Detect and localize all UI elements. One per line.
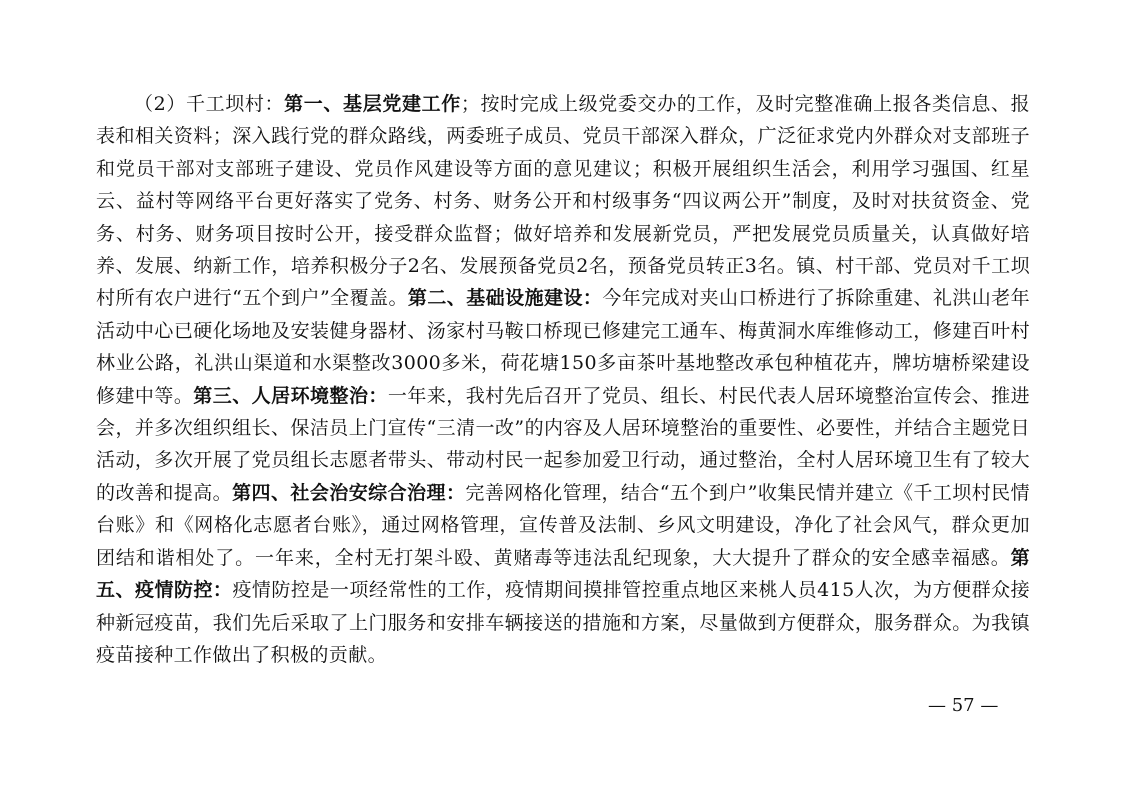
section-text-party-building: ；按时完成上级党委交办的工作，及时完整准确上报各类信息、报表和相关资料；深入践行党的群众路线，两委班子成员、党员干部深入群众，广泛征求党内外群众对支部班子和党员干部对支部班子建设、党员作风建设等方面的意见建议；积极开展组织生活会，利用学习强国、红星云、益村等网络平台更好落实了党务、村务、财务公开和村级事务“四议两公开”制度，及时对扶贫资金、党务、村务、财务项目按时公开，接受群众监督；做好培养和发展新党员，严把发展党员质量关，认真做好培养、发展、纳新工作，培养积极分子2名、发展预备党员2名，预备党员转正3名。镇、村干部、党员对千工坝村所有农户进行“五个到户”全覆盖。 [96, 93, 1030, 310]
section-heading-environment: 第三、人居环境整治： [193, 384, 388, 407]
section-heading-public-security: 第四、社会治安综合治理： [232, 481, 466, 504]
body-paragraph [96, 88, 1030, 671]
section-heading-epidemic-control: 第五、疫情防控： [96, 546, 1030, 602]
intro-label: （2）千工坝村： [134, 93, 285, 115]
page-number: — 57 — [928, 695, 999, 716]
section-text-public-security: 完善网格化管理，结合“五个到户”收集民情并建立《千工坝村民情台账》和《网格化志愿者台账》，通过网格管理，宣传普及法制、乡风文明建设，净化了社会风气，群众更加团结和谐相处了。一年来，全村无打架斗殴、黄赌毒等违法乱纪现象，大大提升了群众的安全感幸福感。 [96, 481, 1030, 569]
section-heading-party-building: 第一、基层党建工作 [284, 93, 461, 115]
section-text-environment: 一年来，我村先后召开了党员、组长、村民代表人居环境整治宣传会、推进会，并多次组织组长、保洁员上门宣传“三清一改”的内容及人居环境整治的重要性、必要性，并结合主题党日活动，多次开展了党员组长志愿者带头、带动村民一起参加爱卫行动，通过整治，全村人居环境卫生有了较大的改善和提高。 [96, 384, 1030, 504]
section-heading-infrastructure: 第二、基础设施建设： [407, 287, 603, 310]
section-text-epidemic-control: 疫情防控是一项经常性的工作，疫情期间摸排管控重点地区来桃人员415人次，为方便群众接种新冠疫苗，我们先后采取了上门服务和安排车辆接送的措施和方案，尽量做到方便群众，服务群众。为我镇疫苗接种工作做出了积极的贡献。 [96, 579, 1030, 666]
section-text-infrastructure: 今年完成对夹山口桥进行了拆除重建、礼洪山老年活动中心已硬化场地及安装健身器材、汤家村马鞍口桥现已修建完工通车、梅黄洞水库维修动工，修建百叶村林业公路，礼洪山渠道和水渠整改3000多米，荷花塘150多亩茶叶基地整改承包种植花卉，牌坊塘桥梁建设修建中等。 [96, 287, 1030, 407]
